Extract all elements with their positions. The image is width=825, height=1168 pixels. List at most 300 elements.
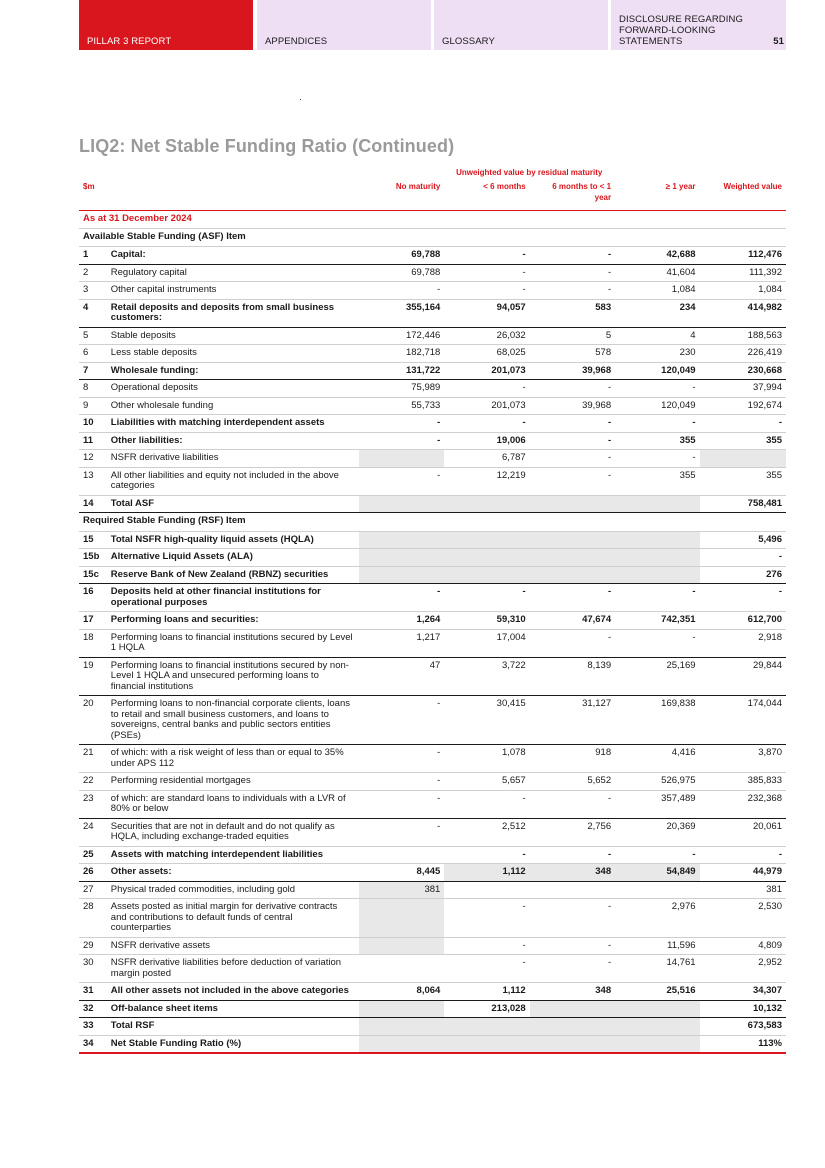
row-number: 21 <box>79 745 107 773</box>
row-description: Assets posted as initial margin for derivative contracts and contributions to default funds of central counterparties <box>107 899 359 938</box>
value-cell: - <box>530 264 615 282</box>
table-row <box>79 282 786 300</box>
value-cell: 385,833 <box>700 773 786 791</box>
row-description: Stable deposits <box>107 327 359 345</box>
rsf-section-heading-label: Required Stable Funding (RSF) Item <box>79 513 786 532</box>
value-cell: 348 <box>530 983 615 1001</box>
value-cell <box>530 531 615 549</box>
value-cell <box>615 549 699 567</box>
table-row <box>79 584 786 612</box>
row-description: Net Stable Funding Ratio (%) <box>107 1035 359 1053</box>
value-cell: - <box>530 380 615 398</box>
tab-pillar-3-report[interactable] <box>79 0 253 50</box>
value-cell: - <box>530 282 615 300</box>
row-description: Less stable deposits <box>107 345 359 363</box>
value-cell: 612,700 <box>700 612 786 630</box>
value-cell: 69,788 <box>359 264 444 282</box>
row-number: 2 <box>79 264 107 282</box>
value-cell: 120,049 <box>615 362 699 380</box>
value-cell: - <box>530 899 615 938</box>
row-number: 11 <box>79 432 107 450</box>
row-number: 23 <box>79 790 107 818</box>
table-row <box>79 264 786 282</box>
row-number: 13 <box>79 467 107 495</box>
value-cell: 8,064 <box>359 983 444 1001</box>
row-number: 15 <box>79 531 107 549</box>
row-description: Other assets: <box>107 864 359 882</box>
value-cell: 20,369 <box>615 818 699 846</box>
row-description: All other liabilities and equity not included in the above categories <box>107 467 359 495</box>
table-row <box>79 1035 786 1053</box>
table-row <box>79 380 786 398</box>
value-cell: - <box>615 846 699 864</box>
value-cell: - <box>615 380 699 398</box>
row-description: Wholesale funding: <box>107 362 359 380</box>
value-cell: 234 <box>615 299 699 327</box>
value-cell: 120,049 <box>615 397 699 415</box>
table-row <box>79 1018 786 1036</box>
value-cell <box>359 1000 444 1018</box>
value-cell: 1,217 <box>359 629 444 657</box>
value-cell: 355 <box>700 432 786 450</box>
row-number: 25 <box>79 846 107 864</box>
column-header-unit: $m <box>79 182 359 211</box>
table-row <box>79 467 786 495</box>
value-cell <box>530 1000 615 1018</box>
value-cell <box>359 955 444 983</box>
value-cell: 131,722 <box>359 362 444 380</box>
value-cell: 357,489 <box>615 790 699 818</box>
table-row <box>79 450 786 468</box>
value-cell: - <box>444 899 529 938</box>
table-row <box>79 362 786 380</box>
value-cell: 10,132 <box>700 1000 786 1018</box>
value-cell: 19,006 <box>444 432 529 450</box>
value-cell <box>359 566 444 584</box>
value-cell: - <box>530 937 615 955</box>
page-title: LIQ2: Net Stable Funding Ratio (Continued) <box>79 136 455 156</box>
value-cell <box>615 1000 699 1018</box>
table-row <box>79 549 786 567</box>
row-number: 8 <box>79 380 107 398</box>
table-body <box>79 211 786 1054</box>
value-cell: 8,139 <box>530 657 615 696</box>
tab-appendices[interactable] <box>257 0 431 50</box>
value-cell: 25,516 <box>615 983 699 1001</box>
row-description: Total ASF <box>107 495 359 513</box>
value-cell: 182,718 <box>359 345 444 363</box>
value-cell: 355,164 <box>359 299 444 327</box>
table-row <box>79 1000 786 1018</box>
value-cell: 232,368 <box>700 790 786 818</box>
table-row <box>79 415 786 433</box>
table-row <box>79 566 786 584</box>
value-cell: 75,989 <box>359 380 444 398</box>
value-cell: 5,652 <box>530 773 615 791</box>
nsfr-table <box>79 168 786 1054</box>
value-cell: - <box>530 584 615 612</box>
value-cell <box>615 1035 699 1053</box>
value-cell <box>359 450 444 468</box>
table-row <box>79 846 786 864</box>
top-navigation <box>79 0 786 50</box>
value-cell: - <box>444 282 529 300</box>
row-description: Other wholesale funding <box>107 397 359 415</box>
value-cell: 41,604 <box>615 264 699 282</box>
value-cell: 1,084 <box>700 282 786 300</box>
value-cell: - <box>530 415 615 433</box>
row-description: Performing loans to financial institutions secured by Level 1 HQLA <box>107 629 359 657</box>
value-cell: 29,844 <box>700 657 786 696</box>
value-cell: 381 <box>700 881 786 899</box>
value-cell: 174,044 <box>700 696 786 745</box>
row-description: Operational deposits <box>107 380 359 398</box>
row-number: 5 <box>79 327 107 345</box>
value-cell: 1,112 <box>444 864 529 882</box>
row-description: Retail deposits and deposits from small business customers: <box>107 299 359 327</box>
value-cell <box>444 549 529 567</box>
value-cell: - <box>444 790 529 818</box>
value-cell: - <box>530 790 615 818</box>
value-cell <box>530 549 615 567</box>
table-row <box>79 773 786 791</box>
value-cell: 5,657 <box>444 773 529 791</box>
column-header-ge-1-year: ≥ 1 year <box>615 182 699 211</box>
table-row <box>79 531 786 549</box>
value-cell: - <box>700 584 786 612</box>
value-cell: - <box>359 415 444 433</box>
row-number: 27 <box>79 881 107 899</box>
value-cell: 5 <box>530 327 615 345</box>
value-cell: - <box>359 818 444 846</box>
row-description: NSFR derivative assets <box>107 937 359 955</box>
value-cell: - <box>530 450 615 468</box>
value-cell <box>359 495 444 513</box>
value-cell: 25,169 <box>615 657 699 696</box>
value-cell: 355 <box>615 432 699 450</box>
value-cell: 94,057 <box>444 299 529 327</box>
row-number: 15c <box>79 566 107 584</box>
value-cell: 31,127 <box>530 696 615 745</box>
value-cell: 30,415 <box>444 696 529 745</box>
value-cell: - <box>359 696 444 745</box>
value-cell: 111,392 <box>700 264 786 282</box>
value-cell: - <box>444 247 529 265</box>
value-cell: 188,563 <box>700 327 786 345</box>
value-cell: - <box>530 467 615 495</box>
table-row <box>79 864 786 882</box>
table-row <box>79 745 786 773</box>
row-number: 22 <box>79 773 107 791</box>
value-cell: - <box>359 467 444 495</box>
value-cell: - <box>444 584 529 612</box>
value-cell <box>444 495 529 513</box>
value-cell: 213,028 <box>444 1000 529 1018</box>
value-cell: 26,032 <box>444 327 529 345</box>
value-cell <box>615 1018 699 1036</box>
row-description: Performing loans and securities: <box>107 612 359 630</box>
value-cell: - <box>444 937 529 955</box>
row-number: 14 <box>79 495 107 513</box>
row-number: 30 <box>79 955 107 983</box>
value-cell: 381 <box>359 881 444 899</box>
tab-glossary[interactable] <box>434 0 608 50</box>
value-cell <box>359 846 444 864</box>
value-cell: 1,112 <box>444 983 529 1001</box>
value-cell <box>530 495 615 513</box>
value-cell: 2,530 <box>700 899 786 938</box>
value-cell: 6,787 <box>444 450 529 468</box>
row-number: 28 <box>79 899 107 938</box>
row-number: 6 <box>79 345 107 363</box>
value-cell <box>700 450 786 468</box>
value-cell: - <box>615 584 699 612</box>
value-cell: - <box>700 846 786 864</box>
row-number: 17 <box>79 612 107 630</box>
row-number: 1 <box>79 247 107 265</box>
artifact-dot <box>300 99 301 100</box>
row-description: Performing residential mortgages <box>107 773 359 791</box>
value-cell: 583 <box>530 299 615 327</box>
table-row <box>79 612 786 630</box>
value-cell: - <box>444 955 529 983</box>
value-cell <box>615 881 699 899</box>
value-cell: 3,870 <box>700 745 786 773</box>
row-number: 20 <box>79 696 107 745</box>
row-number: 19 <box>79 657 107 696</box>
value-cell: - <box>444 415 529 433</box>
row-description: Other liabilities: <box>107 432 359 450</box>
value-cell: 192,674 <box>700 397 786 415</box>
tab-label: GLOSSARY <box>442 36 495 47</box>
value-cell: 2,918 <box>700 629 786 657</box>
value-cell: - <box>444 264 529 282</box>
value-cell <box>359 531 444 549</box>
row-number: 3 <box>79 282 107 300</box>
row-number: 31 <box>79 983 107 1001</box>
value-cell: 37,994 <box>700 380 786 398</box>
value-cell: 55,733 <box>359 397 444 415</box>
row-description: Liabilities with matching interdependent assets <box>107 415 359 433</box>
row-description: of which: with a risk weight of less than or equal to 35% under APS 112 <box>107 745 359 773</box>
row-number: 33 <box>79 1018 107 1036</box>
row-description: Deposits held at other financial institutions for operational purposes <box>107 584 359 612</box>
tab-disclosure-forward-looking[interactable] <box>611 0 786 50</box>
value-cell: 39,968 <box>530 362 615 380</box>
row-description: Off-balance sheet items <box>107 1000 359 1018</box>
value-cell: 39,968 <box>530 397 615 415</box>
row-description: Regulatory capital <box>107 264 359 282</box>
value-cell: - <box>359 773 444 791</box>
value-cell <box>359 549 444 567</box>
asf-section-heading <box>79 228 786 247</box>
value-cell: 2,976 <box>615 899 699 938</box>
value-cell <box>444 881 529 899</box>
value-cell: - <box>700 415 786 433</box>
value-cell <box>615 531 699 549</box>
column-header-6m-to-1y: 6 months to < 1 year <box>530 182 615 211</box>
value-cell: - <box>615 415 699 433</box>
row-number: 18 <box>79 629 107 657</box>
value-cell: 526,975 <box>615 773 699 791</box>
table-row <box>79 397 786 415</box>
value-cell: 4,416 <box>615 745 699 773</box>
value-cell: 2,952 <box>700 955 786 983</box>
value-cell <box>444 531 529 549</box>
row-description: Assets with matching interdependent liabilities <box>107 846 359 864</box>
value-cell <box>359 937 444 955</box>
value-cell <box>530 1018 615 1036</box>
value-cell <box>530 1035 615 1053</box>
value-cell: - <box>530 432 615 450</box>
value-cell: 17,004 <box>444 629 529 657</box>
row-description: Capital: <box>107 247 359 265</box>
value-cell: - <box>444 846 529 864</box>
value-cell: 14,761 <box>615 955 699 983</box>
value-cell: - <box>615 450 699 468</box>
row-number: 15b <box>79 549 107 567</box>
value-cell: 68,025 <box>444 345 529 363</box>
value-cell: 918 <box>530 745 615 773</box>
value-cell: 742,351 <box>615 612 699 630</box>
value-cell: 4 <box>615 327 699 345</box>
row-number: 7 <box>79 362 107 380</box>
value-cell: - <box>700 549 786 567</box>
value-cell: 2,512 <box>444 818 529 846</box>
table-row <box>79 790 786 818</box>
value-cell: - <box>444 380 529 398</box>
tab-label: APPENDICES <box>265 36 328 47</box>
table-row <box>79 299 786 327</box>
row-number: 29 <box>79 937 107 955</box>
value-cell: 2,756 <box>530 818 615 846</box>
value-cell: 8,445 <box>359 864 444 882</box>
row-description: Total RSF <box>107 1018 359 1036</box>
table-row <box>79 899 786 938</box>
row-number: 10 <box>79 415 107 433</box>
value-cell: 172,446 <box>359 327 444 345</box>
value-cell: - <box>530 247 615 265</box>
row-description: Reserve Bank of New Zealand (RBNZ) securities <box>107 566 359 584</box>
value-cell: 34,307 <box>700 983 786 1001</box>
table-row <box>79 327 786 345</box>
table-row <box>79 432 786 450</box>
table-row <box>79 629 786 657</box>
value-cell: 230 <box>615 345 699 363</box>
table-row <box>79 881 786 899</box>
table-row <box>79 345 786 363</box>
row-description: NSFR derivative liabilities before deduction of variation margin posted <box>107 955 359 983</box>
row-description: All other assets not included in the above categories <box>107 983 359 1001</box>
tab-label: DISCLOSURE REGARDING FORWARD-LOOKING STATEMENTS <box>619 14 743 47</box>
table-row <box>79 696 786 745</box>
value-cell: 42,688 <box>615 247 699 265</box>
value-cell: 20,061 <box>700 818 786 846</box>
as-at-date <box>79 211 786 229</box>
value-cell: 230,668 <box>700 362 786 380</box>
value-cell: 201,073 <box>444 362 529 380</box>
value-cell: - <box>359 745 444 773</box>
value-cell <box>530 566 615 584</box>
value-cell: 44,979 <box>700 864 786 882</box>
value-cell: 1,264 <box>359 612 444 630</box>
row-description: Performing loans to non-financial corporate clients, loans to retail and small business customers, and loans to sovereigns, central banks and public sectors entities (PSEs) <box>107 696 359 745</box>
row-number: 32 <box>79 1000 107 1018</box>
tab-label: PILLAR 3 REPORT <box>87 36 172 47</box>
value-cell: 1,078 <box>444 745 529 773</box>
value-cell: 226,419 <box>700 345 786 363</box>
value-cell <box>530 881 615 899</box>
value-cell: - <box>359 790 444 818</box>
value-cell <box>359 1035 444 1053</box>
row-number: 12 <box>79 450 107 468</box>
value-cell <box>444 1035 529 1053</box>
value-cell: 113% <box>700 1035 786 1053</box>
value-cell <box>615 495 699 513</box>
table-row <box>79 983 786 1001</box>
value-cell: 12,219 <box>444 467 529 495</box>
value-cell: 276 <box>700 566 786 584</box>
row-description: Other capital instruments <box>107 282 359 300</box>
value-cell <box>359 899 444 938</box>
value-cell <box>444 566 529 584</box>
value-cell <box>444 1018 529 1036</box>
value-cell: 578 <box>530 345 615 363</box>
rsf-section-heading <box>79 513 786 532</box>
page-number: 51 <box>773 36 784 47</box>
column-header-no-maturity: No maturity <box>359 182 444 211</box>
value-cell: 69,788 <box>359 247 444 265</box>
value-cell: 758,481 <box>700 495 786 513</box>
column-header-weighted-value: Weighted value <box>700 182 786 211</box>
value-cell: 47,674 <box>530 612 615 630</box>
row-number: 9 <box>79 397 107 415</box>
value-cell: 1,084 <box>615 282 699 300</box>
value-cell: 59,310 <box>444 612 529 630</box>
row-description: Total NSFR high-quality liquid assets (HQLA) <box>107 531 359 549</box>
table-row <box>79 955 786 983</box>
value-cell: 355 <box>700 467 786 495</box>
value-cell: - <box>359 584 444 612</box>
column-header-lt-6-months: < 6 months <box>444 182 529 211</box>
value-cell: 112,476 <box>700 247 786 265</box>
value-cell: - <box>530 629 615 657</box>
table-row <box>79 495 786 513</box>
row-number: 24 <box>79 818 107 846</box>
row-description: NSFR derivative liabilities <box>107 450 359 468</box>
value-cell: 414,982 <box>700 299 786 327</box>
value-cell: - <box>359 282 444 300</box>
table-row <box>79 818 786 846</box>
value-cell: 4,809 <box>700 937 786 955</box>
row-number: 16 <box>79 584 107 612</box>
as-at-date-label: As at 31 December 2024 <box>79 211 786 229</box>
value-cell <box>359 1018 444 1036</box>
value-cell: - <box>530 846 615 864</box>
table-row <box>79 657 786 696</box>
value-cell: 355 <box>615 467 699 495</box>
value-cell: 201,073 <box>444 397 529 415</box>
value-cell <box>615 566 699 584</box>
row-description: of which: are standard loans to individuals with a LVR of 80% or below <box>107 790 359 818</box>
value-cell: 11,596 <box>615 937 699 955</box>
row-description: Securities that are not in default and do not qualify as HQLA, including exchange-traded equities <box>107 818 359 846</box>
row-description: Physical traded commodities, including gold <box>107 881 359 899</box>
row-number: 26 <box>79 864 107 882</box>
row-number: 34 <box>79 1035 107 1053</box>
value-cell: 673,583 <box>700 1018 786 1036</box>
value-cell: 3,722 <box>444 657 529 696</box>
